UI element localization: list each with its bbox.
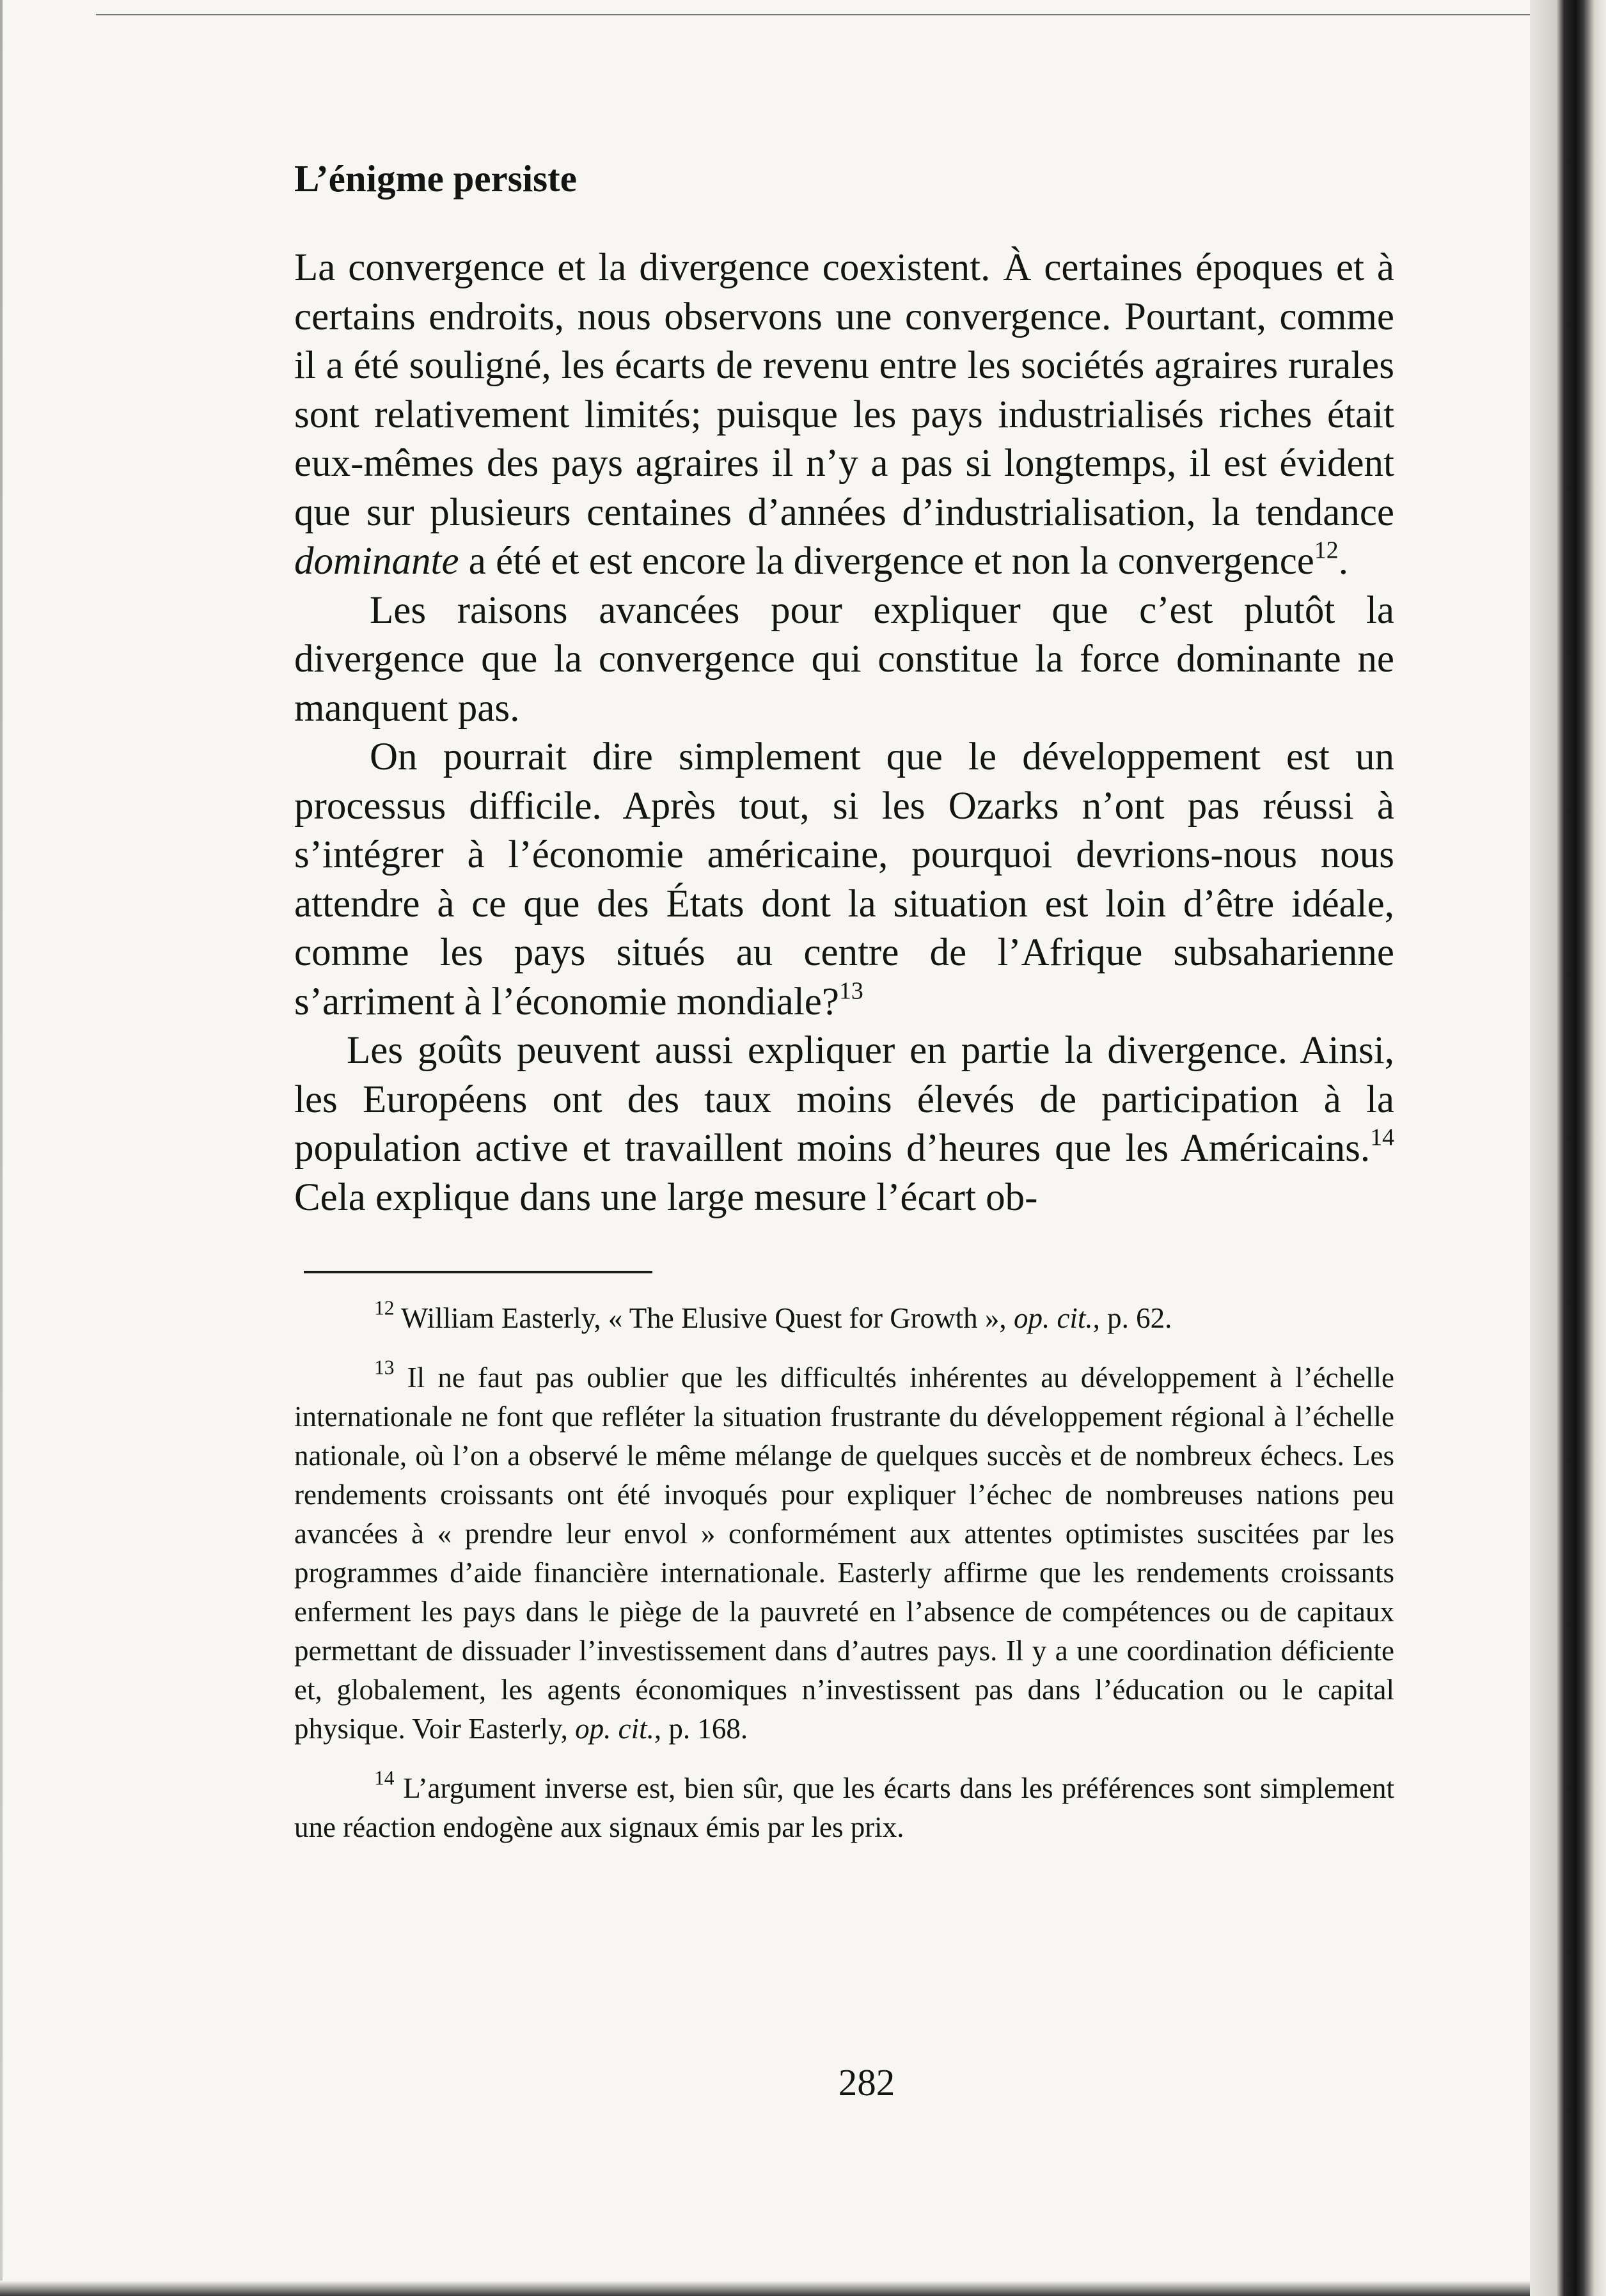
footnote-12-text-a: William Easterly, « The Elusive Quest for Growth », — [394, 1302, 1014, 1334]
footnote-12-number: 12 — [374, 1296, 395, 1319]
footnote-14 — [294, 1766, 1394, 1847]
scan-left-edge — [0, 0, 3, 2296]
footnote-13-number: 13 — [374, 1356, 395, 1379]
footnote-12-text-b: , p. 62. — [1092, 1302, 1172, 1334]
book-binding-shadow — [1530, 0, 1606, 2296]
section-heading: L’énigme persiste — [294, 157, 577, 200]
paragraph-2-text: Les raisons avancées pour expliquer que c’est plutôt la divergence que la convergence qui constitue la force dominante ne manquent pas. — [294, 588, 1394, 730]
paragraph-4-text-b: Cela explique dans une large mesure l’écart ob- — [294, 1176, 1038, 1219]
page-number: 282 — [838, 2061, 895, 2103]
paragraph-3 — [294, 733, 1394, 1026]
footnote-separator — [304, 1271, 652, 1273]
footnote-12-emphasis: op. cit. — [1013, 1302, 1093, 1334]
paragraph-4 — [294, 1026, 1394, 1222]
paragraph-4-text-a: Les goûts peuvent aussi expliquer en partie la divergence. Ainsi, les Européens ont des taux moins élevés de participation à la population active et travaillent moins d’heures que les Américains. — [294, 1029, 1394, 1170]
footnote-13-text-b: , p. 168. — [654, 1713, 748, 1745]
footnotes — [294, 1296, 1394, 1847]
footnote-14-text: L’argument inverse est, bien sûr, que les écarts dans les préférences sont simplement une réaction endogène aux signaux émis par les prix. — [294, 1772, 1394, 1843]
footnote-13-emphasis: op. cit. — [575, 1713, 654, 1745]
footnote-14-number: 14 — [374, 1766, 395, 1789]
scan-bottom-shadow — [0, 2281, 1530, 2296]
paragraph-1-text-a: La convergence et la divergence coexistent. À certaines époques et à certains endroits, nous observons une convergence. Pourtant, comme il a été souligné, les écarts de revenu entre les sociétés agraires rurales sont relativement limités; puisque les pays industrialisés riches était eux-mêmes des pays agraires il n’y a pas si longtemps, il est évident que sur plusieurs centaines d’années d’industrialisation, la tendance — [294, 246, 1394, 534]
paragraph-1-text-c: . — [1338, 540, 1348, 583]
footnote-ref-13[interactable]: 13 — [838, 977, 863, 1004]
footnote-ref-14[interactable]: 14 — [1370, 1124, 1394, 1151]
body-text — [294, 244, 1394, 1222]
footnote-13 — [294, 1358, 1394, 1749]
paragraph-3-text: On pourrait dire simplement que le développement est un processus difficile. Après tout, si les Ozarks n’ont pas réussi à s’intégrer à l’économie américaine, pourquoi devrions-nous nous attendre à ce que des États dont la situation est loin d’être idéale, comme les pays situés au centre de l’Afrique subsaharienne s’arriment à l’économie mondiale? — [294, 735, 1394, 1023]
paragraph-1 — [294, 244, 1394, 586]
footnote-13-text-a: Il ne faut pas oublier que les difficultés inhérentes au développement à l’échelle internationale ne font que refléter la situation frustrante du développement régional à l’échelle nationale, où l’on a observé le même mélange de quelques succès et de nombreux échecs. Les rendements croissants ont été invoqués pour expliquer l’échec de nombreuses nations peu avancées à « prendre leur envol » conformément aux attentes optimistes suscitées par les programmes d’aide financière internationale. Easterly affirme que les rendements croissants enferment les pays dans le piège de la pauvreté en l’absence de compétences ou de capitaux permettant de dissuader l’investissement dans d’autres pays. Il y a une coordination déficiente et, globalement, les agents économiques n’investissent pas dans l’éducation ou le capital physique. Voir Easterly, — [294, 1362, 1394, 1745]
paragraph-1-text-b: a été et est encore la divergence et non la convergence — [459, 540, 1314, 583]
page-content — [294, 157, 1394, 1867]
scan-top-rule — [96, 14, 1535, 15]
paragraph-1-emphasis: dominante — [294, 540, 459, 583]
paragraph-2 — [294, 586, 1394, 734]
footnote-12 — [294, 1296, 1394, 1338]
footnote-ref-12[interactable]: 12 — [1314, 537, 1339, 564]
